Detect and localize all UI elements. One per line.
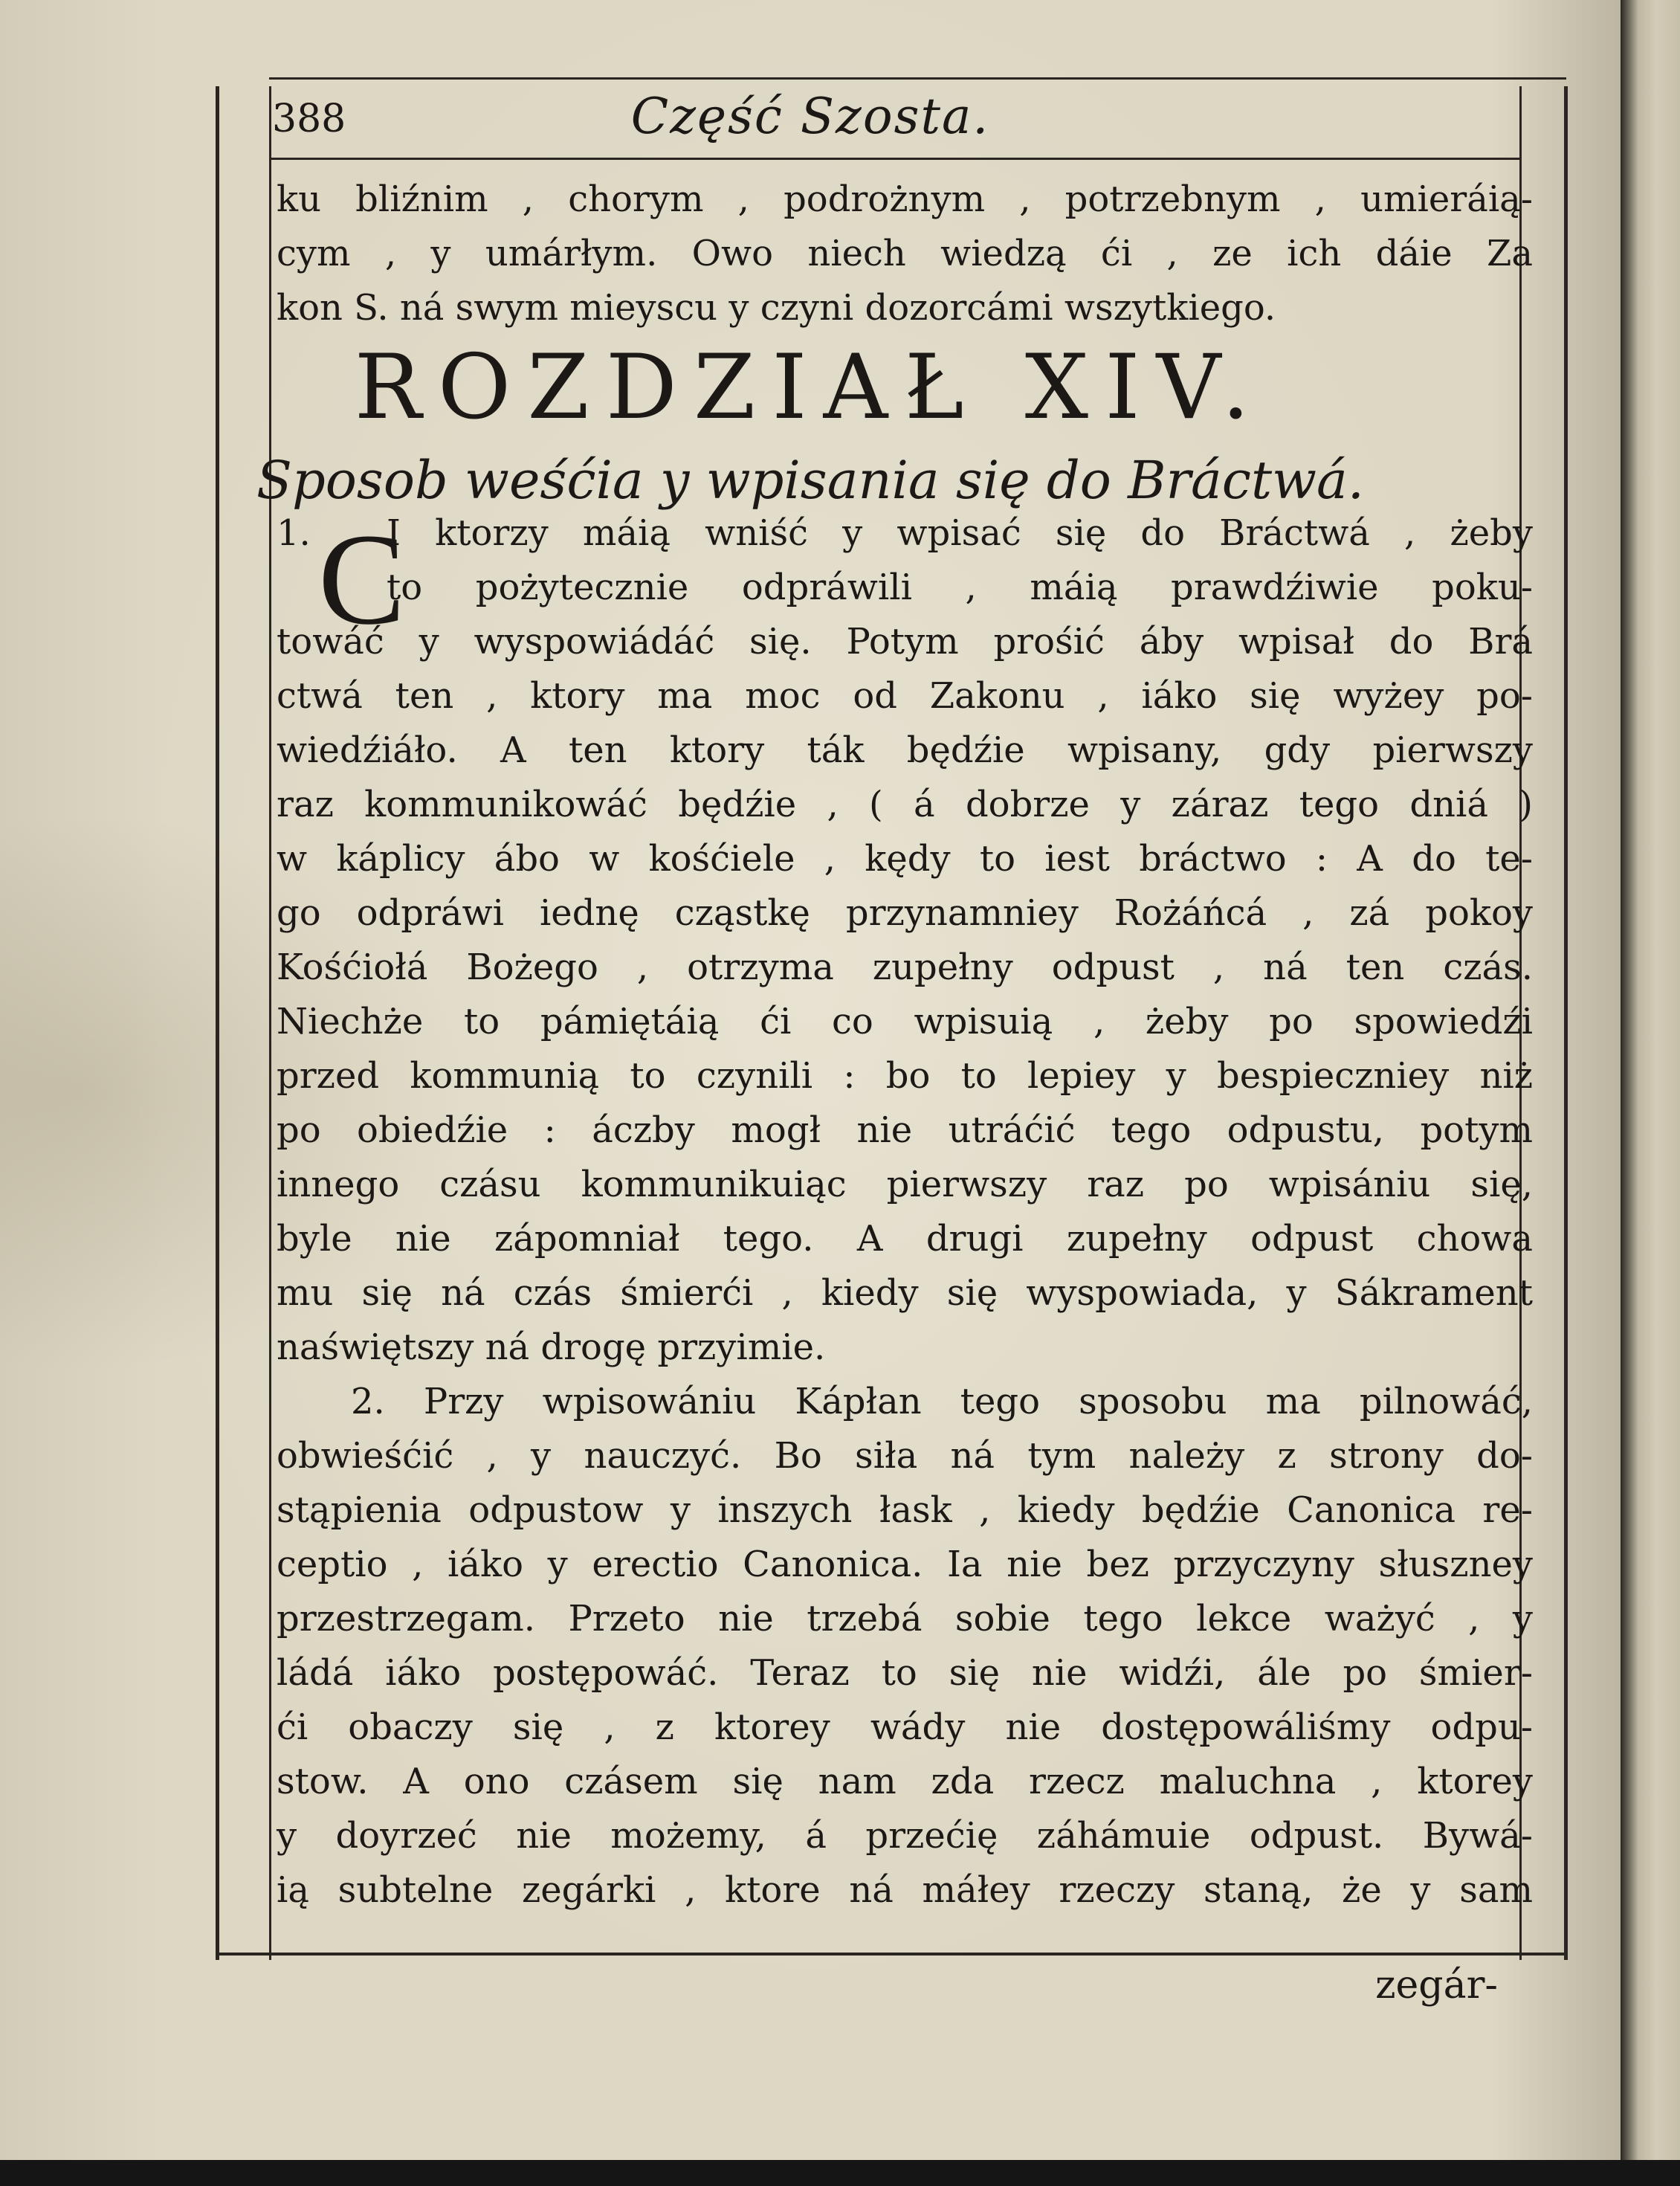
chapter-subtitle: Sposob weśćia y wpisania się do Bráctwá. [256,450,1364,511]
paragraph-line: y doyrzeć nie możemy, á przećię záhámuie odpust. Bywá- [277,1815,1533,1857]
paragraph-line: Kośćiołá Bożego , otrzyma zupełny odpust , ná ten czás. [277,947,1533,988]
paragraph-second-line: to pożytecznie odpráwili , máią prawdźiwie poku- [387,567,1533,608]
scan-background [0,2160,1680,2186]
drop-cap: C [318,507,406,652]
frame-rule-header [269,158,1522,160]
paragraph-line: go odpráwi iednę cząstkę przynamniey Rożáńcá , zá pokoy [277,892,1533,934]
paragraph-line: ći obaczy się , z ktorey wády nie dostępowáliśmy odpu- [277,1706,1533,1748]
paragraph-line: w káplicy ábo w kośćiele , kędy to iest bráctwo : A do te- [277,838,1533,880]
paragraph-line: innego czásu kommunikuiąc pierwszy raz po wpisániu się, [277,1164,1533,1205]
paragraph-number: 1. [277,512,311,554]
paragraph-line: po obiedźie : áczby mogł nie utráćić tego odpustu, potym [277,1109,1533,1151]
paragraph-line: mu się ná czás śmierći , kiedy się wyspowiada, y Sákrament [277,1272,1533,1314]
intro-line: ku bliźnim , chorym , podrożnym , potrzebnym , umieráią- [277,178,1533,220]
frame-rule-top [269,77,1566,80]
paragraph-line: naświętszy ná drogę przyimie. [277,1326,826,1368]
paragraph-line [277,506,1533,561]
frame-rule-bottom [216,1953,1568,1956]
catchword: zegár- [1375,1963,1498,2008]
paragraph-line [277,561,1533,615]
paragraph-line: stow. A ono czásem się nam zda rzecz maluchna , ktorey [277,1761,1533,1802]
page-number: 388 [272,97,346,141]
paragraph-line: byle nie zápomniał tego. A drugi zupełny odpust chowa [277,1218,1533,1260]
paragraph-line: ctwá ten , ktory ma moc od Zakonu , iáko się wyżey po- [277,675,1533,717]
paragraph-line: stąpienia odpustow y inszych łask , kiedy będźie Canonica re- [277,1489,1533,1531]
paragraph-line: ią subtelne zegárki , ktore ná máłey rzeczy staną, że y sam [277,1869,1533,1911]
paragraph-line: Niechże to pámiętáią ći co wpisuią , żeby po spowiedźi [277,1001,1533,1042]
paragraph-line: przestrzegam. Przeto nie trzebá sobie tego lekce ważyć , y [277,1598,1533,1640]
running-head: Część Szosta. [630,88,990,145]
paragraph-first-line: I ktorzy máią wniść y wpisać się do Bráctwá , żeby [387,512,1533,554]
paragraph-line: ceptio , iáko y erectio Canonica. Ia nie bez przyczyny słuszney [277,1544,1533,1585]
paragraph-line: obwieśćić , y nauczyć. Bo siła ná tym należy z strony do- [277,1435,1533,1477]
intro-line: kon S. ná swym mieyscu y czyni dozorcámi wszytkiego. [277,287,1276,329]
paragraph-line: ládá iáko postępowáć. Teraz to się nie widźi, ále po śmier- [277,1652,1533,1694]
paragraph-line: 2. Przy wpisowániu Kápłan tego sposobu ma pilnowáć, [351,1381,1533,1422]
intro-line: cym , y umárłym. Owo niech wiedzą ći , ze ich dáie Za [277,233,1533,274]
chapter-title: ROZDZIAŁ XIV. [354,336,1267,439]
paragraph-line: wiedźiáło. A ten ktory ták będźie wpisany, gdy pierwszy [277,729,1533,771]
facing-page-edge [1621,0,1680,2186]
paragraph-line: przed kommunią to czynili : bo to lepiey y bespieczniey niż [277,1055,1533,1097]
paragraph-line: towáć y wyspowiádáć się. Potym prośić áby wpisał do Brá [277,621,1533,662]
paragraph-line: raz kommunikowáć będźie , ( á dobrze y záraz tego dniá ) [277,784,1533,825]
